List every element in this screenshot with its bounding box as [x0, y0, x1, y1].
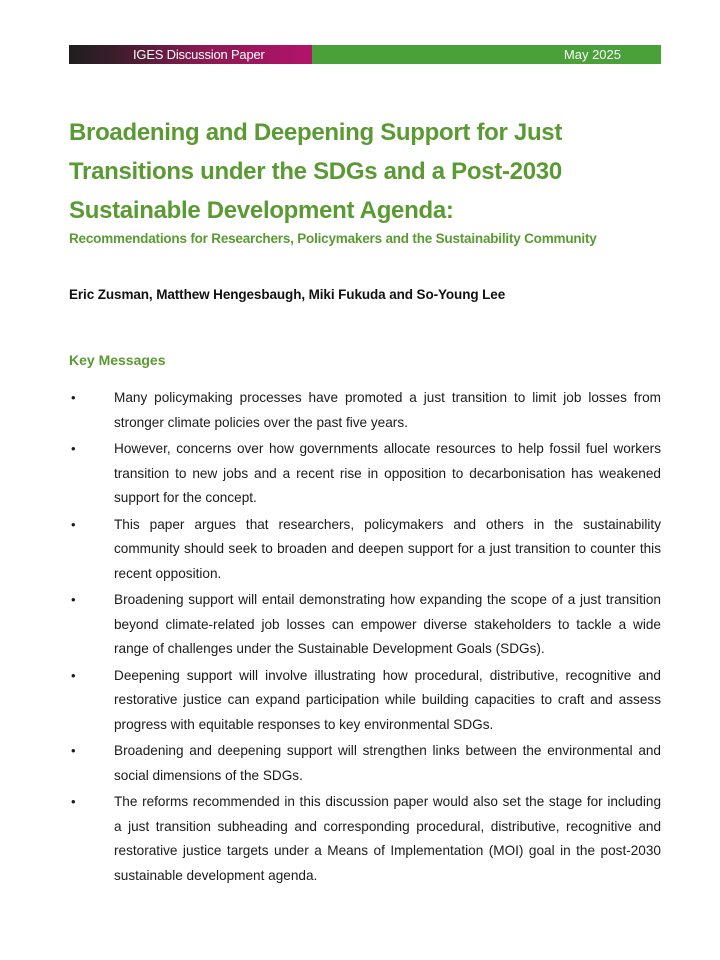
list-item: [69, 664, 661, 738]
list-item-text: However, concerns over how governments allocate resources to help fossil fuel workers transition to new jobs and a recent rise in opposition to decarbonisation has weakened support for the concept.: [114, 441, 661, 505]
document-title: [69, 113, 669, 230]
series-label: IGES Discussion Paper: [133, 47, 265, 62]
list-item-text: This paper argues that researchers, policymakers and others in the sustainability community should seek to broaden and deepen support for a just transition to counter this recent opposition.: [114, 516, 661, 581]
header-bar: [69, 45, 661, 64]
bullet-icon: •: [71, 441, 76, 456]
title-line: Sustainable Development Agenda:: [69, 197, 454, 224]
list-item-text: Broadening and deepening support will strengthen links between the environmental and social dimensions of the SDGs.: [114, 743, 661, 783]
list-item: [69, 513, 661, 587]
author-list: Eric Zusman, Matthew Hengesbaugh, Miki Fukuda and So-Young Lee: [69, 287, 506, 302]
publication-date: May 2025: [563, 47, 621, 62]
list-item: [69, 437, 661, 511]
list-item: [69, 588, 661, 662]
list-item-text: The reforms recommended in this discussion paper would also set the stage for including a just transition subheading and corresponding procedural, distributive, recognitive and restorative justice targets under a Means of Implementation (MOI) goal in the post-2030 sustainable development agenda.: [114, 794, 661, 883]
key-messages-list: [69, 386, 661, 890]
document-subtitle: Recommendations for Researchers, Policymakers and the Sustainability Community: [69, 231, 597, 246]
title-line: Broadening and Deepening Support for Just: [69, 119, 563, 146]
title-line: Transitions under the SDGs and a Post-2030: [69, 158, 562, 185]
header-series-block: [69, 45, 312, 64]
list-item: [69, 386, 661, 435]
bullet-icon: •: [71, 390, 76, 405]
list-item: [69, 739, 661, 788]
bullet-icon: •: [71, 667, 76, 683]
bullet-icon: •: [71, 794, 76, 809]
header-date-block: [312, 45, 661, 64]
bullet-icon: •: [71, 743, 76, 758]
bullet-icon: •: [71, 592, 76, 607]
list-item: [69, 790, 661, 888]
bullet-icon: •: [71, 516, 76, 532]
list-item-text: Deepening support will involve illustrating how procedural, distributive, recognitive and restorative justice can expand participation while building capacities to craft and assess progress with equitable responses to key environmental SDGs.: [114, 667, 661, 732]
list-item-text: Many policymaking processes have promoted a just transition to limit job losses from stronger climate policies over the past five years.: [114, 390, 661, 430]
list-item-text: Broadening support will entail demonstrating how expanding the scope of a just transition beyond climate-related job losses can empower diverse stakeholders to tackle a wide range of challenges under the Sustainable Development Goals (SDGs).: [114, 592, 661, 656]
key-messages-heading: Key Messages: [69, 352, 166, 368]
